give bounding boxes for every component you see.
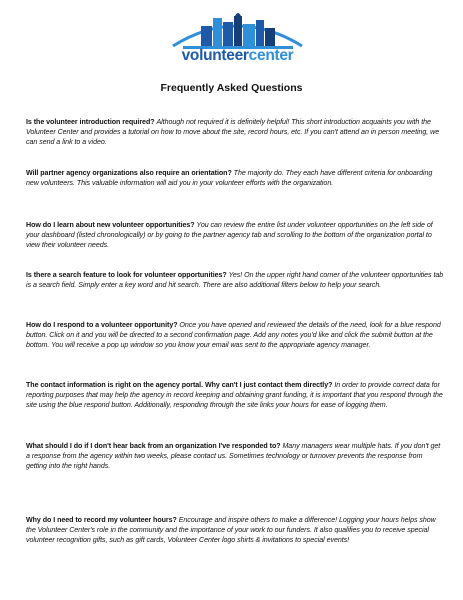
faq-item [26,320,444,351]
faq-item [26,515,444,546]
faq-question: How do I respond to a volunteer opportunity? [26,321,178,329]
faq-question: Why do I need to record my volunteer hours? [26,516,177,524]
faq-question: Will partner agency organizations also require an orientation? [26,169,232,177]
faq-item [26,441,444,472]
volunteer-center-logo [165,12,310,68]
faq-item [26,168,444,188]
faq-answer: Once you have opened and reviewed the details of the need, look for a blue respond button. Click on it and you will be directed to a second confirmation page. Add any notes you'd like and click the submit button at the bottom. You will receive a pop up window so you know your email was sent to the appropriate agency manager. [26,321,441,350]
faq-question: The contact information is right on the agency portal. Why can't I just contact them directly? [26,381,333,389]
logo-word-volunteer: volunteer [181,47,249,64]
faq-item [26,220,444,251]
faq-answer: Although not required it is definitely helpful! This short introduction acquaints you with the Volunteer Center and provides a tutorial on how to move about the site, record hours, etc. If you can't attend an in person meeting, we can send a link to a video. [26,118,440,147]
faq-answer: Yes! On the upper right hand corner of the volunteer opportunities tab is a search field. Simply enter a key word and hit search. There are also additional filters below to help your search. [26,271,444,290]
city-skyline-icon [165,12,310,52]
faq-answer: Many managers wear multiple hats. If you don't get a response from the agency within two weeks, please contact us. Sometimes technology or turnover prevents the response from getting into the right hands. [26,442,441,471]
faq-question: Is there a search feature to look for volunteer opportunities? [26,271,227,279]
faq-question: How do I learn about new volunteer opportunities? [26,221,195,229]
logo-word-center: center [248,47,294,64]
faq-answer: You can review the entire list under volunteer opportunities on the left side of your dashboard (listed chronologically) or by going to the partner agency tab and scrolling to the bottom of the organization portal to view their volunteer needs. [26,221,433,250]
faq-question: What should I do if I don't hear back from an organization I've responded to? [26,442,281,450]
faq-answer: The majority do. They each have different criteria for onboarding new volunteers. This valuable information will aid you in your volunteer efforts with the organization. [26,169,433,188]
faq-item [26,380,444,411]
faq-question: Is the volunteer introduction required? [26,118,155,126]
faq-answer: Encourage and inspire others to make a difference! Logging your hours helps show the Volunteer Center's role in the community and the importance of your work to our funders. It also qualifies you to receive special volunteer recognition gifts, such as gift cards, Volunteer Center logo shirts & invitations to special events! [26,516,436,545]
logo-wordmark [165,48,310,64]
faq-answer: In order to provide correct data for reporting purposes that may help the agency in record keeping and obtaining grant funding, it is important that you respond through the site using the blue respond button. Additionally, responding through the site links your hours for ease of logging them. [26,381,443,410]
faq-item [26,270,444,290]
page-title: Frequently Asked Questions [160,82,303,94]
faq-item [26,117,444,148]
